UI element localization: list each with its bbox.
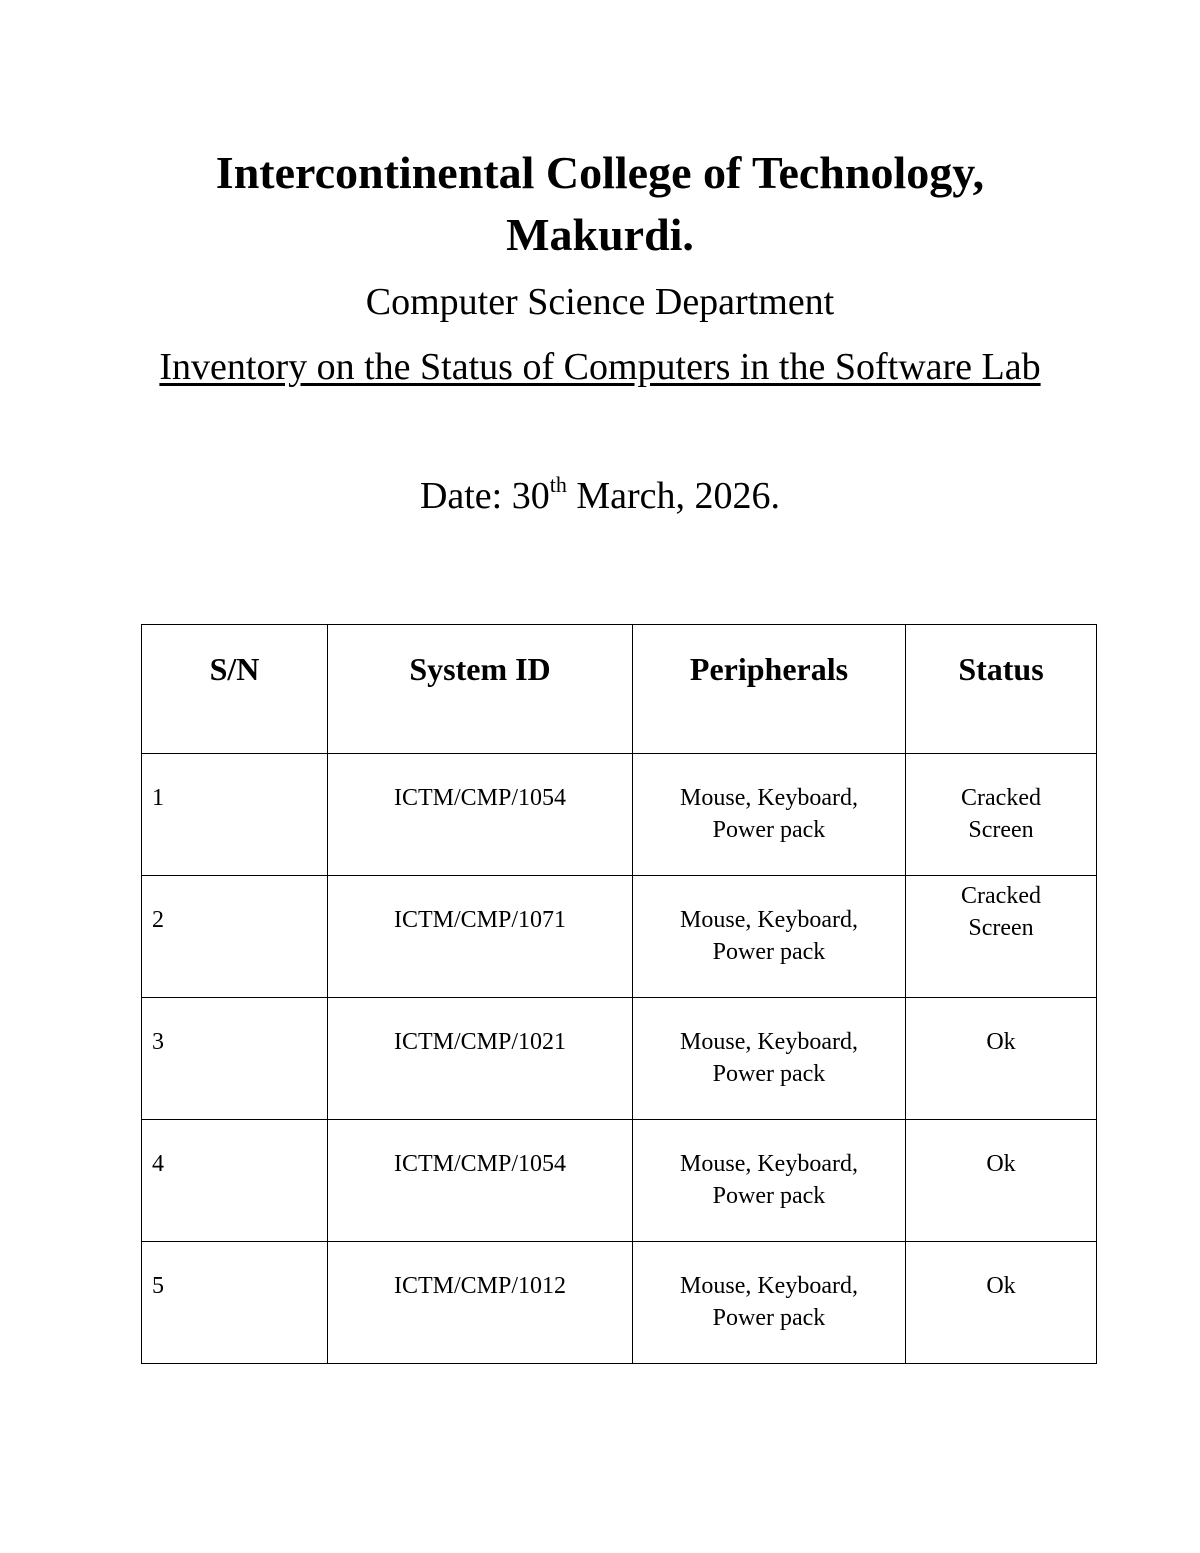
peripherals-line-2: Power pack <box>712 1305 826 1331</box>
table-row <box>142 876 1097 998</box>
cell-system-id: ICTM/CMP/1054 <box>328 754 633 876</box>
cell-peripherals <box>633 876 906 998</box>
cell-system-id: ICTM/CMP/1021 <box>328 998 633 1120</box>
table-row <box>142 998 1097 1120</box>
peripherals-line-2: Power pack <box>712 939 826 965</box>
cell-sn: 4 <box>142 1120 328 1242</box>
column-header-status: Status <box>906 625 1097 754</box>
column-header-system-id: System ID <box>328 625 633 754</box>
status-line-1: Cracked <box>961 883 1041 909</box>
inventory-table <box>141 624 1097 1364</box>
cell-peripherals <box>633 1120 906 1242</box>
cell-status <box>906 754 1097 876</box>
peripherals-line-1: Mouse, Keyboard, <box>680 1151 858 1177</box>
peripherals-line-2: Power pack <box>712 1061 826 1087</box>
cell-peripherals <box>633 1242 906 1364</box>
date-prefix: Date: 30 <box>419 475 550 517</box>
column-header-sn: S/N <box>142 625 328 754</box>
peripherals-line-1: Mouse, Keyboard, <box>680 907 858 933</box>
cell-status <box>906 998 1097 1120</box>
cell-system-id: ICTM/CMP/1071 <box>328 876 633 998</box>
title-line-2: Makurdi. <box>506 209 694 260</box>
cell-status <box>906 1242 1097 1364</box>
document-title <box>0 142 1200 266</box>
table-row <box>142 1242 1097 1364</box>
document-subject <box>0 345 1200 389</box>
table-row <box>142 1120 1097 1242</box>
department-name: Computer Science Department <box>365 281 835 323</box>
cell-status <box>906 876 1097 998</box>
status-line-2: Screen <box>968 817 1034 843</box>
cell-sn: 2 <box>142 876 328 998</box>
subject-text: Inventory on the Status of Computers in the Software Lab <box>159 346 1041 388</box>
date-suffix: March, 2026. <box>566 475 781 517</box>
status-line-1: Ok <box>986 1151 1016 1177</box>
table-header-row <box>142 625 1097 754</box>
cell-peripherals <box>633 754 906 876</box>
peripherals-line-2: Power pack <box>712 817 826 843</box>
title-line-1: Intercontinental College of Technology, <box>215 147 985 198</box>
cell-sn: 1 <box>142 754 328 876</box>
cell-system-id: ICTM/CMP/1012 <box>328 1242 633 1364</box>
cell-status <box>906 1120 1097 1242</box>
peripherals-line-2: Power pack <box>712 1183 826 1209</box>
status-line-2: Screen <box>968 915 1034 941</box>
status-line-1: Ok <box>986 1273 1016 1299</box>
column-header-peripherals: Peripherals <box>633 625 906 754</box>
status-line-1: Ok <box>986 1029 1016 1055</box>
peripherals-line-1: Mouse, Keyboard, <box>680 1273 858 1299</box>
table-row <box>142 754 1097 876</box>
cell-peripherals <box>633 998 906 1120</box>
peripherals-line-1: Mouse, Keyboard, <box>680 785 858 811</box>
status-line-1: Cracked <box>961 785 1041 811</box>
peripherals-line-1: Mouse, Keyboard, <box>680 1029 858 1055</box>
cell-sn: 5 <box>142 1242 328 1364</box>
document-date <box>0 474 1200 518</box>
date-ordinal-suffix: th <box>549 472 567 497</box>
cell-system-id: ICTM/CMP/1054 <box>328 1120 633 1242</box>
cell-sn: 3 <box>142 998 328 1120</box>
